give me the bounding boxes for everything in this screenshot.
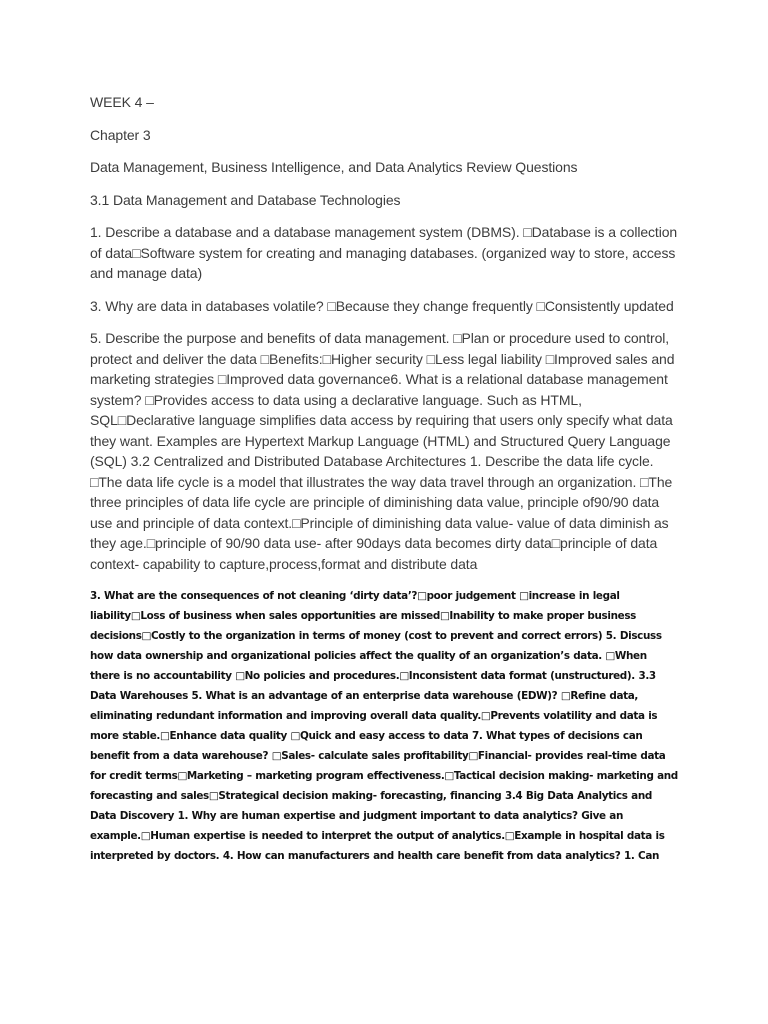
bold-text-block [90, 586, 680, 866]
course-title: Data Management, Business Intelligence, and Data Analytics Review Questions [90, 159, 578, 175]
question-1: 1. Describe a database and a database management system (DBMS). □Database is a collection of data□Software system for creating and managing databases. (organized way to store, access and manage data) [90, 224, 678, 281]
chapter-heading: Chapter 3 [90, 126, 151, 143]
light-text-block [90, 92, 680, 574]
document-page [90, 92, 680, 866]
bold-paragraph: 3. What are the consequences of not cleaning ‘dirty data’?□poor judgement □increase in legal liability□Loss of business when sales opportunities are missed□Inability to make proper business decisions□Costly to the organization in terms of money (cost to prevent and correct errors) 5. Discuss how data ownership and organizational policies affect the quality of an organization’s data. □When there is no accountability □No policies and procedures.□Inconsistent data format (unstructured). 3.3 Data Warehouses 5. What is an advantage of an enterprise data warehouse (EDW)? □Refine data, eliminating redundant information and improving overall data quality.□Prevents volatility and data is more stable.□Enhance data quality □Quick and easy access to data 7. What types of decisions can benefit from a data warehouse? □Sales- calculate sales profitability□Financial- provides real-time data for credit terms□Marketing – marketing program effectiveness.□Tactical decision making- marketing and forecasting and sales□Strategical decision making- forecasting, financing 3.4 Big Data Analytics and Data Discovery 1. Why are human expertise and judgment important to data analytics? Give an example.□Human expertise is needed to interpret the output of analytics.□Example in hospital data is interpreted by doctors. 4. How can manufacturers and health care benefit from data analytics? 1. Can [90, 590, 678, 862]
week-heading: WEEK 4 – [90, 94, 154, 110]
section-title: 3.1 Data Management and Database Technologies [90, 191, 401, 208]
question-3: 3. Why are data in databases volatile? □Because they change frequently □Consistently updated [90, 297, 674, 314]
question-5: 5. Describe the purpose and benefits of data management. □Plan or procedure used to control, protect and deliver the data □Benefits:□Higher security □Less legal liability □Improved sales and marketing strategies □Improved data governance6. What is a relational database management system? □Provides access to data using a declarative language. Such as HTML, SQL□Declarative language simplifies data access by requiring that users only specify what data they want. Examples are Hypertext Markup Language (HTML) and Structured Query Language (SQL) 3.2 Centralized and Distributed Database Architectures 1. Describe the data life cycle. □The data life cycle is a model that illustrates the way data travel through an organization. □The three principles of data life cycle are principle of diminishing data value, principle of90/90 data use and principle of data context.□Principle of diminishing data value- value of data diminish as they age.□principle of 90/90 data use- after 90days data becomes dirty data□principle of data context- capability to capture,process,format and distribute data [90, 330, 675, 572]
